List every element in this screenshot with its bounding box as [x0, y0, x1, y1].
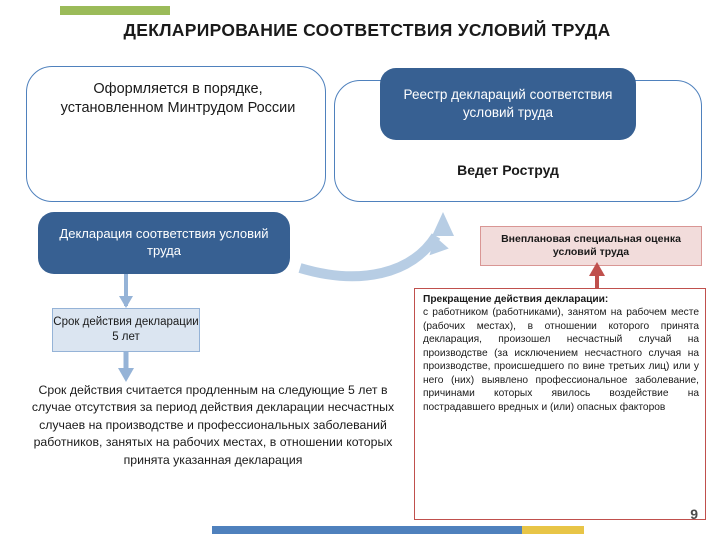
- termination-body: с работником (работниками), занятом на рабочем месте (рабочих местах), в отношении которого принята декларация, произошел несчастный случай на производстве (за исключением несчастного случая на производстве, происшедшего по вине третьих лиц) или у него (них) выявлено профессиональное заболевание, причинами которых явилось воздействие на пострадавшего вредных и (или) опасных факторов: [423, 307, 699, 413]
- page-number: 9: [690, 506, 698, 522]
- accent-bar-bottom-yellow: [522, 526, 584, 534]
- declaration-box: Декларация соответствия условий труда: [38, 212, 290, 274]
- rostrud-label: Ведет Роструд: [457, 162, 559, 178]
- accent-bar-bottom-blue: [212, 526, 522, 534]
- registry-box: Реестр деклараций соответствия условий труда: [380, 68, 636, 140]
- termination-heading: Прекращение действия декларации:: [423, 294, 609, 305]
- page-title: ДЕКЛАРИРОВАНИЕ СООТВЕТСТВИЯ УСЛОВИЙ ТРУДА: [123, 20, 611, 40]
- accent-bar-top: [60, 6, 170, 15]
- procedure-text: Оформляется в порядке, установленном Минтрудом России: [60, 81, 296, 117]
- unscheduled-assessment-box: Внеплановая специальная оценка условий труда: [480, 226, 702, 266]
- termination-box: [414, 288, 706, 520]
- declaration-term-box: Срок действия декларации 5 лет: [52, 308, 200, 352]
- prolongation-text: Срок действия считается продленным на следующие 5 лет в случае отсутствия за период действия декларации несчастных случаев на производстве и профессиональных заболеваний работников, занятых на рабочих местах, в отношении которых принята указанная декларация: [31, 383, 395, 467]
